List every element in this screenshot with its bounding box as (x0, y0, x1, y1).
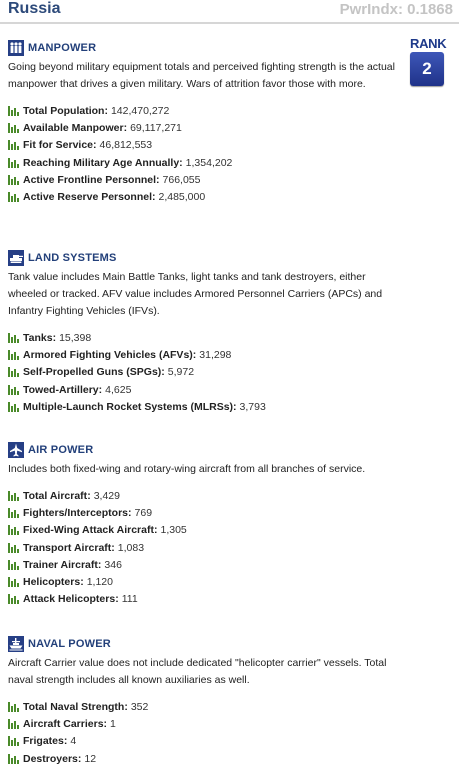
stat-label: Tanks (23, 331, 53, 344)
stat-label: Transport Aircraft (23, 541, 112, 554)
stat-value: 1,083 (117, 541, 145, 554)
stat-label: Fighters/Interceptors (23, 506, 129, 519)
stat-row: Active Reserve Personnel : 2,485,000 (8, 188, 408, 205)
stat-value: 3,429 (93, 489, 120, 502)
stat-row: Transport Aircraft : 1,083 (8, 539, 408, 556)
bar-chart-icon (8, 140, 19, 150)
rank-value: 2 (410, 52, 444, 86)
stat-value: 4,625 (105, 383, 132, 396)
bar-chart-icon (8, 560, 19, 570)
stat-value: 15,398 (59, 331, 92, 344)
bar-chart-icon (8, 350, 19, 360)
stat-label: Fit for Service (23, 139, 94, 152)
stat-value: 142,470,272 (110, 104, 170, 117)
stat-value: 769 (134, 506, 153, 519)
bar-chart-icon (8, 594, 19, 604)
stat-value: 5,972 (167, 366, 195, 379)
stat-label: Multiple-Launch Rocket Systems (MLRSs) (23, 400, 234, 413)
stat-value: 1,354,202 (185, 156, 233, 169)
stat-row: Helicopters : 1,120 (8, 573, 408, 590)
stat-value: 2,485,000 (158, 191, 206, 204)
stat-value: 352 (130, 700, 149, 713)
bar-chart-icon (8, 333, 19, 343)
stat-label: Total Aircraft (23, 489, 88, 502)
air-power-section (8, 442, 408, 608)
stat-row: Aircraft Carriers : 1 (8, 715, 408, 732)
stat-label: Helicopters (23, 576, 81, 589)
manpower-title: MANPOWER (28, 42, 97, 54)
stat-label: Total Naval Strength (23, 700, 125, 713)
manpower-description: Going beyond military equipment totals and perceived fighting strength is the actual manpower that drives a given military. Wars of attrition favor those with more. (8, 61, 395, 90)
stat-value: 4 (70, 735, 77, 748)
stat-row: Armored Fighting Vehicles (AFVs) : 31,298 (8, 346, 408, 363)
stat-row: Trainer Aircraft : 346 (8, 556, 408, 573)
bar-chart-icon (8, 192, 19, 202)
naval-power-stats (8, 698, 408, 767)
stat-label: Destroyers (23, 752, 78, 765)
ship-icon (8, 636, 24, 652)
stat-value: 69,117,271 (130, 121, 182, 134)
stat-row: Total Aircraft : 3,429 (8, 487, 408, 504)
manpower-heading (8, 40, 408, 56)
stat-row: Available Manpower : 69,117,271 (8, 119, 408, 136)
stat-row: Self-Propelled Guns (SPGs) : 5,972 (8, 364, 408, 381)
rank-label: RANK (410, 36, 447, 51)
stat-row: Attack Helicopters : 111 (8, 591, 408, 608)
stat-row: Active Frontline Personnel : 766,055 (8, 171, 408, 188)
air-power-description: Includes both fixed-wing and rotary-wing aircraft from all branches of service. (8, 463, 366, 475)
bar-chart-icon (8, 702, 19, 712)
bar-chart-icon (8, 754, 19, 764)
stat-label: Self-Propelled Guns (SPGs) (23, 366, 162, 379)
stat-row: Frigates : 4 (8, 733, 408, 750)
stat-row: Tanks : 15,398 (8, 329, 408, 346)
bar-chart-icon (8, 508, 19, 518)
manpower-stats (8, 102, 408, 206)
stat-value: 1 (110, 717, 116, 730)
bar-chart-icon (8, 719, 19, 729)
stat-value: 3,793 (239, 400, 266, 413)
stat-label: Total Population (23, 104, 105, 117)
stat-row: Total Naval Strength : 352 (8, 698, 408, 715)
naval-power-title: NAVAL POWER (28, 638, 111, 650)
land-systems-stats (8, 329, 408, 415)
bar-chart-icon (8, 491, 19, 501)
land-systems-title: LAND SYSTEMS (28, 252, 117, 264)
stat-label: Aircraft Carriers (23, 717, 104, 730)
country-header (0, 0, 459, 24)
bar-chart-icon (8, 158, 19, 168)
stat-row: Destroyers : 12 (8, 750, 408, 767)
land-systems-heading (8, 250, 408, 266)
stat-label: Active Frontline Personnel (23, 173, 157, 186)
stat-label: Active Reserve Personnel (23, 191, 152, 204)
bar-chart-icon (8, 175, 19, 185)
land-systems-section (8, 250, 408, 415)
stat-row: Towed-Artillery : 4,625 (8, 381, 408, 398)
stat-label: Trainer Aircraft (23, 558, 98, 571)
stat-value: 46,812,553 (99, 139, 153, 152)
land-systems-description: Tank value includes Main Battle Tanks, light tanks and tank destroyers, either wheeled or tracked. AFV value includes Armored Personnel Carriers (APCs) and Infantry Fighting Vehicles (IFVs). (8, 271, 383, 317)
stat-value: 31,298 (199, 348, 232, 361)
air-power-heading (8, 442, 408, 458)
manpower-section (8, 40, 408, 206)
bar-chart-icon (8, 123, 19, 133)
stat-value: 1,305 (160, 524, 187, 537)
bar-chart-icon (8, 385, 19, 395)
stat-value: 111 (121, 593, 138, 606)
power-index: PwrIndx: 0.1868 (339, 1, 453, 18)
naval-power-heading (8, 636, 408, 652)
bar-chart-icon (8, 577, 19, 587)
stat-label: Frigates (23, 735, 64, 748)
stat-row: Fit for Service : 46,812,553 (8, 137, 408, 154)
stat-label: Reaching Military Age Annually (23, 156, 180, 169)
rank-badge (410, 36, 447, 89)
bar-chart-icon (8, 543, 19, 553)
stat-label: Towed-Artillery (23, 383, 99, 396)
stat-label: Armored Fighting Vehicles (AFVs) (23, 348, 193, 361)
people-icon (8, 40, 24, 56)
jet-icon (8, 442, 24, 458)
naval-power-description: Aircraft Carrier value does not include dedicated "helicopter carrier" vessels. Total naval strength includes all known auxiliaries as well. (8, 657, 387, 686)
stat-value: 12 (84, 752, 97, 765)
bar-chart-icon (8, 402, 19, 412)
naval-power-section (8, 636, 408, 767)
stat-value: 346 (104, 558, 122, 571)
air-power-title: AIR POWER (28, 444, 94, 456)
stat-label: Attack Helicopters (23, 593, 116, 606)
tank-icon (8, 250, 24, 266)
stat-row: Fighters/Interceptors : 769 (8, 504, 408, 521)
stat-row: Multiple-Launch Rocket Systems (MLRSs) : 3,793 (8, 398, 408, 415)
bar-chart-icon (8, 367, 19, 377)
stat-row: Total Population : 142,470,272 (8, 102, 408, 119)
stat-row: Fixed-Wing Attack Aircraft : 1,305 (8, 522, 408, 539)
country-name: Russia (8, 0, 61, 17)
bar-chart-icon (8, 525, 19, 535)
stat-value: 1,120 (86, 576, 113, 589)
stat-value: 766,055 (162, 173, 201, 186)
stat-row: Reaching Military Age Annually : 1,354,202 (8, 154, 408, 171)
air-power-stats (8, 487, 408, 608)
stat-label: Available Manpower (23, 121, 124, 134)
bar-chart-icon (8, 736, 19, 746)
stat-label: Fixed-Wing Attack Aircraft (23, 524, 154, 537)
bar-chart-icon (8, 106, 19, 116)
